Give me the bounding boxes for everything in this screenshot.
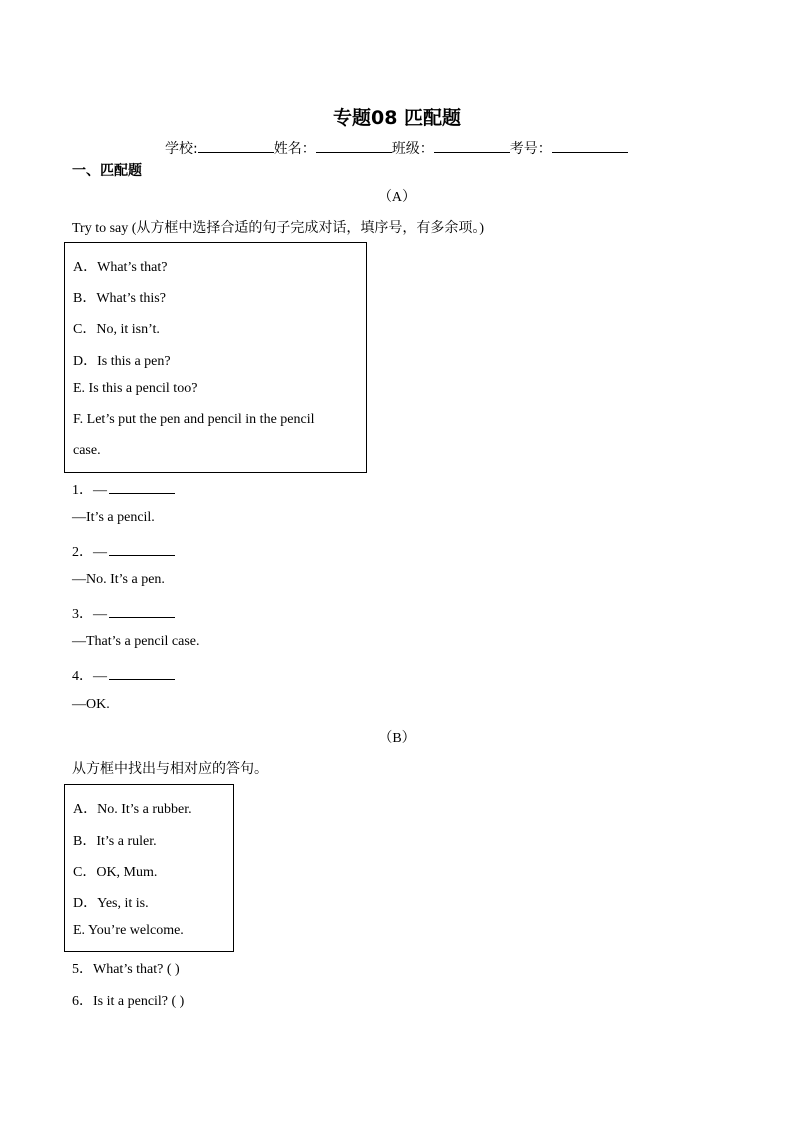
school-blank: [198, 140, 274, 153]
section-heading: 一、匹配题: [72, 163, 142, 179]
answer-blank[interactable]: [109, 667, 175, 680]
number-label: 考号：: [509, 141, 552, 157]
question-4: [72, 665, 175, 685]
answer-blank[interactable]: [109, 605, 175, 618]
option-item: E. You’re welcome.: [73, 923, 184, 938]
option-item: A．No. It’s a rubber.: [73, 802, 192, 817]
answer-blank[interactable]: [109, 481, 175, 494]
option-item: case.: [73, 443, 101, 458]
answer-blank[interactable]: [109, 543, 175, 556]
option-item: A．What’s that?: [73, 260, 168, 275]
dialogue-reply: —It’s a pencil.: [72, 510, 155, 525]
part-a-instruction: Try to say (从方框中选择合适的句子完成对话，填序号，有多余项。): [72, 221, 485, 236]
option-item: D．Yes, it is.: [73, 896, 149, 911]
option-item: C．No, it isn’t.: [73, 322, 160, 337]
number-blank: [552, 140, 628, 153]
option-item: C．OK, Mum.: [73, 865, 158, 880]
question-1: [72, 479, 175, 499]
part-a-heading: （A）: [377, 190, 417, 205]
question-6: 6．Is it a pencil? ( ): [72, 994, 185, 1009]
dialogue-reply: —That’s a pencil case.: [72, 634, 200, 649]
class-blank: [434, 140, 510, 153]
option-item: D．Is this a pen?: [73, 354, 171, 369]
question-2: [72, 541, 175, 561]
part-a-option-box: [64, 242, 367, 473]
dialogue-reply: —OK.: [72, 697, 110, 712]
dialogue-reply: —No. It’s a pen.: [72, 572, 165, 587]
part-b-heading: （B）: [378, 731, 416, 746]
part-b-option-box: [64, 784, 234, 952]
question-number: 2．—: [72, 545, 107, 560]
option-item: E. Is this a pencil too?: [73, 381, 198, 396]
question-number: 1．—: [72, 483, 107, 498]
page-title: 专题08 匹配题: [332, 107, 462, 129]
option-item: B．It’s a ruler.: [73, 834, 157, 849]
option-item: F. Let’s put the pen and pencil in the pencil: [73, 412, 315, 427]
option-item: B．What’s this?: [73, 291, 166, 306]
school-label: 学校:: [165, 141, 198, 157]
part-b-instruction: 从方框中找出与相对应的答句。: [72, 762, 268, 777]
class-label: 班级：: [391, 141, 434, 157]
question-number: 4．—: [72, 669, 107, 684]
name-blank: [316, 140, 392, 153]
question-3: [72, 603, 175, 623]
question-number: 3．—: [72, 607, 107, 622]
question-5: 5．What’s that? ( ): [72, 962, 180, 977]
name-label: 姓名：: [273, 141, 316, 157]
student-info-line: [165, 138, 628, 158]
